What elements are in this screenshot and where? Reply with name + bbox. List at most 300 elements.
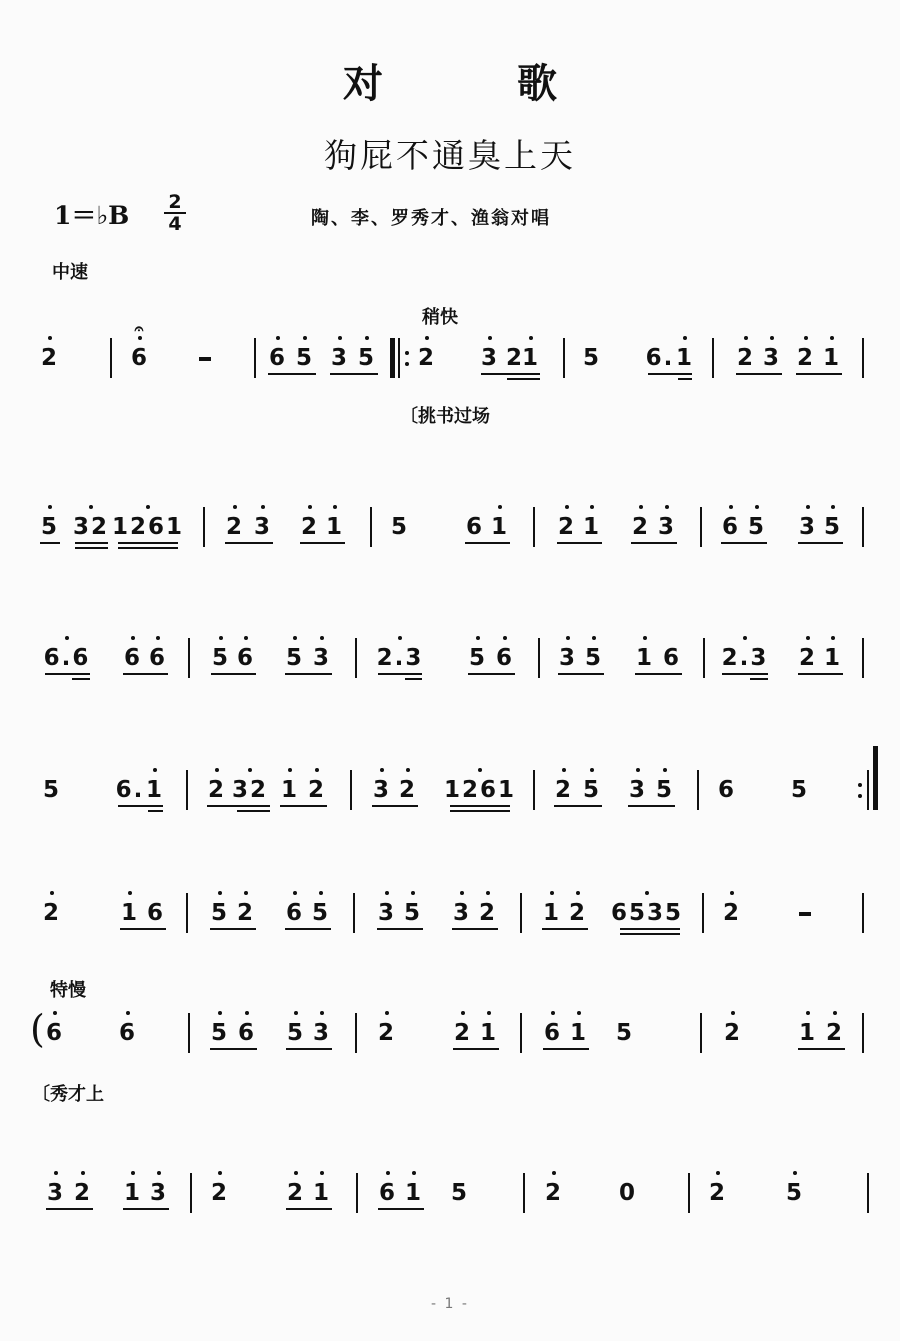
octave-dot bbox=[562, 768, 566, 772]
note: 3 bbox=[377, 900, 397, 926]
note: 2.3 bbox=[376, 645, 424, 671]
beam bbox=[507, 378, 540, 380]
octave-dot bbox=[486, 891, 490, 895]
beam bbox=[450, 810, 510, 812]
octave-dot bbox=[308, 505, 312, 509]
note: 2 bbox=[42, 900, 62, 926]
note: 2 bbox=[236, 900, 256, 926]
note: 5 bbox=[615, 1020, 635, 1046]
beam bbox=[635, 673, 682, 675]
note: 6 bbox=[118, 1020, 138, 1046]
note: 5 bbox=[582, 777, 602, 803]
note: 1 bbox=[569, 1020, 589, 1046]
note: 5 bbox=[468, 645, 488, 671]
octave-dot bbox=[219, 636, 223, 640]
note: 1 bbox=[490, 514, 510, 540]
barline bbox=[110, 338, 112, 378]
note: 2 bbox=[554, 777, 574, 803]
barline bbox=[862, 638, 864, 678]
octave-dot bbox=[320, 1011, 324, 1015]
barline bbox=[867, 770, 869, 810]
barline bbox=[712, 338, 714, 378]
beam bbox=[405, 678, 422, 680]
octave-dot bbox=[218, 1011, 222, 1015]
octave-dot bbox=[244, 891, 248, 895]
octave-dot bbox=[261, 505, 265, 509]
note: 5 bbox=[450, 1180, 470, 1206]
octave-dot bbox=[218, 891, 222, 895]
octave-dot bbox=[488, 336, 492, 340]
beam bbox=[120, 928, 166, 930]
octave-dot bbox=[716, 1171, 720, 1175]
octave-dot bbox=[215, 768, 219, 772]
beam bbox=[123, 673, 168, 675]
octave-dot bbox=[478, 768, 482, 772]
time-signature-bottom: 4 bbox=[168, 213, 182, 235]
octave-dot bbox=[131, 1171, 135, 1175]
octave-dot bbox=[806, 1011, 810, 1015]
barline bbox=[533, 507, 535, 547]
octave-dot bbox=[156, 636, 160, 640]
octave-dot bbox=[793, 1171, 797, 1175]
barline bbox=[862, 1013, 864, 1053]
sustain-dash bbox=[799, 912, 811, 916]
octave-dot bbox=[729, 505, 733, 509]
stage-direction: 〔挑书过场 bbox=[400, 406, 490, 427]
note: 3 bbox=[372, 777, 392, 803]
octave-dot bbox=[663, 768, 667, 772]
beam bbox=[543, 1048, 589, 1050]
octave-dot bbox=[550, 891, 554, 895]
note: 6 bbox=[268, 345, 288, 371]
octave-dot bbox=[89, 505, 93, 509]
note: 6535 bbox=[610, 900, 684, 926]
note: 3 bbox=[312, 1020, 332, 1046]
note: 3 bbox=[149, 1180, 169, 1206]
note: 3 bbox=[253, 514, 273, 540]
note: 6 bbox=[146, 900, 166, 926]
octave-dot bbox=[770, 336, 774, 340]
beam bbox=[207, 805, 270, 807]
octave-dot bbox=[54, 1171, 58, 1175]
note: 0 bbox=[618, 1180, 638, 1206]
note: 5 bbox=[40, 514, 60, 540]
note: 5 bbox=[403, 900, 423, 926]
note: 6. bbox=[645, 345, 675, 371]
note: 2 bbox=[207, 777, 227, 803]
note: 5 bbox=[286, 1020, 306, 1046]
octave-dot bbox=[365, 336, 369, 340]
octave-dot bbox=[552, 1171, 556, 1175]
beam bbox=[210, 928, 256, 930]
note: 5 bbox=[747, 514, 767, 540]
beam bbox=[631, 542, 677, 544]
beam bbox=[450, 805, 510, 807]
octave-dot bbox=[294, 1011, 298, 1015]
sustain-dash bbox=[199, 357, 211, 361]
note: 2 bbox=[825, 1020, 845, 1046]
beam bbox=[118, 805, 163, 807]
barline bbox=[700, 1013, 702, 1053]
barline bbox=[186, 770, 188, 810]
note: 3 bbox=[452, 900, 472, 926]
barline bbox=[703, 638, 705, 678]
octave-dot bbox=[576, 891, 580, 895]
note: 2 bbox=[307, 777, 327, 803]
performers: 陶、李、罗秀才、渔翁对唱 bbox=[311, 208, 551, 229]
note: 2 bbox=[505, 345, 525, 371]
beam bbox=[211, 673, 256, 675]
subtitle: 狗屁不通臭上天 bbox=[324, 136, 576, 175]
beam bbox=[75, 542, 108, 544]
octave-dot bbox=[503, 636, 507, 640]
time-signature-top: 2 bbox=[168, 191, 182, 213]
note: 5 bbox=[584, 645, 604, 671]
barline bbox=[355, 1013, 357, 1053]
note: 1 bbox=[123, 1180, 143, 1206]
beam bbox=[798, 673, 843, 675]
beam bbox=[798, 1048, 845, 1050]
octave-dot bbox=[639, 505, 643, 509]
barline bbox=[697, 770, 699, 810]
octave-dot bbox=[319, 891, 323, 895]
octave-dot bbox=[293, 636, 297, 640]
note: 2 bbox=[557, 514, 577, 540]
barline bbox=[688, 1173, 690, 1213]
note: 2 bbox=[210, 1180, 230, 1206]
repeat-dot bbox=[858, 794, 862, 798]
note: 6 bbox=[237, 1020, 257, 1046]
barline bbox=[520, 1013, 522, 1053]
barline bbox=[873, 746, 878, 810]
octave-dot bbox=[831, 636, 835, 640]
beam bbox=[210, 1048, 257, 1050]
beam bbox=[468, 673, 515, 675]
octave-dot bbox=[153, 768, 157, 772]
barline bbox=[523, 1173, 525, 1213]
octave-dot bbox=[476, 636, 480, 640]
beam bbox=[286, 1048, 332, 1050]
beam bbox=[648, 373, 692, 375]
barline bbox=[186, 893, 188, 933]
note: 32 bbox=[231, 777, 269, 803]
note: 1 bbox=[312, 1180, 332, 1206]
beam bbox=[118, 547, 178, 549]
octave-dot bbox=[218, 1171, 222, 1175]
note: 2 bbox=[723, 1020, 743, 1046]
octave-dot bbox=[461, 1011, 465, 1015]
note: 2 bbox=[478, 900, 498, 926]
beam bbox=[628, 805, 675, 807]
note: 2 bbox=[377, 1020, 397, 1046]
note: 5 bbox=[390, 514, 410, 540]
beam bbox=[542, 928, 588, 930]
tempo-marking: 稍快 bbox=[422, 307, 458, 328]
octave-dot bbox=[48, 505, 52, 509]
octave-dot bbox=[320, 1171, 324, 1175]
octave-dot bbox=[406, 768, 410, 772]
page-number: - 1 - bbox=[431, 1296, 469, 1312]
beam bbox=[280, 805, 327, 807]
octave-dot bbox=[385, 1011, 389, 1015]
note: 3 bbox=[798, 514, 818, 540]
beam bbox=[285, 928, 331, 930]
octave-dot bbox=[565, 505, 569, 509]
octave-dot bbox=[276, 336, 280, 340]
beam bbox=[378, 673, 422, 675]
note: 6 bbox=[236, 645, 256, 671]
octave-dot bbox=[806, 505, 810, 509]
octave-dot bbox=[412, 1171, 416, 1175]
octave-dot bbox=[233, 505, 237, 509]
note: 5 bbox=[785, 1180, 805, 1206]
note: 5 bbox=[210, 1020, 230, 1046]
barline bbox=[353, 893, 355, 933]
octave-dot bbox=[665, 505, 669, 509]
note: 1 bbox=[675, 345, 695, 371]
octave-dot bbox=[590, 505, 594, 509]
beam bbox=[330, 373, 378, 375]
note: 1 bbox=[479, 1020, 499, 1046]
barline bbox=[862, 507, 864, 547]
note: 1 bbox=[145, 777, 165, 803]
octave-dot bbox=[126, 1011, 130, 1015]
beam bbox=[481, 373, 540, 375]
note: 2 bbox=[708, 1180, 728, 1206]
beam bbox=[378, 1208, 424, 1210]
octave-dot bbox=[755, 505, 759, 509]
beam bbox=[40, 542, 60, 544]
octave-dot bbox=[48, 336, 52, 340]
barline bbox=[390, 338, 395, 378]
octave-dot bbox=[248, 768, 252, 772]
barline bbox=[398, 338, 400, 378]
note: 5 bbox=[357, 345, 377, 371]
beam bbox=[453, 1048, 499, 1050]
octave-dot bbox=[590, 768, 594, 772]
beam bbox=[554, 805, 602, 807]
octave-dot bbox=[333, 505, 337, 509]
octave-dot bbox=[245, 1011, 249, 1015]
note: 1 bbox=[635, 645, 655, 671]
beam bbox=[620, 928, 680, 930]
beam bbox=[750, 678, 768, 680]
stage-direction: 〔秀才上 bbox=[32, 1084, 104, 1105]
octave-dot bbox=[411, 891, 415, 895]
note: 6 bbox=[662, 645, 682, 671]
note: 6 bbox=[543, 1020, 563, 1046]
beam bbox=[377, 928, 423, 930]
beam bbox=[798, 542, 843, 544]
note: 6 bbox=[148, 645, 168, 671]
note: 1 bbox=[798, 1020, 818, 1046]
barline bbox=[370, 507, 372, 547]
octave-dot bbox=[643, 636, 647, 640]
note: 6.6 bbox=[43, 645, 91, 671]
octave-dot bbox=[81, 1171, 85, 1175]
note: 2 bbox=[286, 1180, 306, 1206]
octave-dot bbox=[294, 1171, 298, 1175]
beam bbox=[722, 673, 768, 675]
beam bbox=[465, 542, 510, 544]
beam bbox=[286, 1208, 332, 1210]
beam bbox=[237, 810, 270, 812]
octave-dot bbox=[529, 336, 533, 340]
beam bbox=[268, 373, 316, 375]
tempo-marking: 特慢 bbox=[50, 980, 86, 1001]
octave-dot bbox=[244, 636, 248, 640]
note: 1 bbox=[280, 777, 300, 803]
note: 1 bbox=[823, 645, 843, 671]
octave-dot bbox=[731, 1011, 735, 1015]
octave-dot bbox=[157, 1171, 161, 1175]
time-signature bbox=[164, 193, 186, 233]
note: 2 bbox=[225, 514, 245, 540]
note: 3 bbox=[762, 345, 782, 371]
octave-dot bbox=[128, 891, 132, 895]
barline bbox=[356, 1173, 358, 1213]
note: 5 bbox=[655, 777, 675, 803]
barline bbox=[862, 893, 864, 933]
note: 5 bbox=[582, 345, 602, 371]
octave-dot bbox=[50, 891, 54, 895]
octave-dot bbox=[65, 636, 69, 640]
barline bbox=[203, 507, 205, 547]
octave-dot bbox=[831, 505, 835, 509]
note: 2.3 bbox=[721, 645, 769, 671]
note: 6 bbox=[285, 900, 305, 926]
octave-dot bbox=[743, 636, 747, 640]
beam bbox=[75, 547, 108, 549]
beam bbox=[452, 928, 498, 930]
octave-dot bbox=[338, 336, 342, 340]
octave-dot bbox=[460, 891, 464, 895]
barline bbox=[867, 1173, 869, 1213]
note: 5 bbox=[790, 777, 810, 803]
octave-dot bbox=[320, 636, 324, 640]
note: 5 bbox=[295, 345, 315, 371]
note: 3 bbox=[330, 345, 350, 371]
note: 5 bbox=[823, 514, 843, 540]
octave-dot bbox=[380, 768, 384, 772]
note: 1 bbox=[542, 900, 562, 926]
note: 2 bbox=[300, 514, 320, 540]
note: 2 bbox=[73, 1180, 93, 1206]
note: 2 bbox=[568, 900, 588, 926]
note: 2 bbox=[798, 645, 818, 671]
note: 3 bbox=[46, 1180, 66, 1206]
barline bbox=[538, 638, 540, 678]
barline bbox=[350, 770, 352, 810]
key-signature: 1＝♭B bbox=[54, 201, 130, 230]
beam bbox=[46, 1208, 93, 1210]
octave-dot bbox=[744, 336, 748, 340]
note: 5 bbox=[211, 645, 231, 671]
octave-dot bbox=[804, 336, 808, 340]
note: 6 bbox=[717, 777, 737, 803]
beam bbox=[225, 542, 273, 544]
note: 1 bbox=[822, 345, 842, 371]
octave-dot bbox=[131, 636, 135, 640]
octave-dot bbox=[645, 891, 649, 895]
octave-dot bbox=[636, 768, 640, 772]
octave-dot bbox=[425, 336, 429, 340]
note: 1 bbox=[582, 514, 602, 540]
note: 3 bbox=[480, 345, 500, 371]
octave-dot bbox=[830, 336, 834, 340]
repeat-dot bbox=[858, 783, 862, 787]
barline bbox=[254, 338, 256, 378]
note: 3 bbox=[558, 645, 578, 671]
beam bbox=[721, 542, 767, 544]
beam bbox=[796, 373, 842, 375]
note: 2 bbox=[417, 345, 437, 371]
repeat-dot bbox=[405, 351, 409, 355]
octave-dot bbox=[833, 1011, 837, 1015]
octave-dot bbox=[566, 636, 570, 640]
octave-dot bbox=[498, 505, 502, 509]
note: 6. bbox=[115, 777, 145, 803]
note: 2 bbox=[398, 777, 418, 803]
note: 3 bbox=[312, 645, 332, 671]
octave-dot bbox=[288, 768, 292, 772]
note: 2 bbox=[544, 1180, 564, 1206]
beam bbox=[678, 378, 692, 380]
note: 6 bbox=[45, 1020, 65, 1046]
note: 2 bbox=[631, 514, 651, 540]
beam bbox=[300, 542, 345, 544]
octave-dot bbox=[577, 1011, 581, 1015]
octave-dot bbox=[53, 1011, 57, 1015]
note: 1 bbox=[325, 514, 345, 540]
note: 3 bbox=[628, 777, 648, 803]
note: 5 bbox=[42, 777, 62, 803]
note: 32 bbox=[72, 514, 110, 540]
note: 6 bbox=[378, 1180, 398, 1206]
octave-dot bbox=[487, 1011, 491, 1015]
beam bbox=[557, 542, 602, 544]
barline bbox=[563, 338, 565, 378]
octave-dot bbox=[551, 1011, 555, 1015]
beam bbox=[372, 805, 418, 807]
beam bbox=[72, 678, 90, 680]
note: 5 bbox=[285, 645, 305, 671]
octave-dot bbox=[303, 336, 307, 340]
beam bbox=[620, 933, 680, 935]
octave-dot bbox=[385, 891, 389, 895]
beam bbox=[45, 673, 90, 675]
note: 5 bbox=[311, 900, 331, 926]
note: 2 bbox=[453, 1020, 473, 1046]
beam bbox=[123, 1208, 169, 1210]
note: 6 bbox=[130, 345, 150, 371]
octave-dot bbox=[386, 1171, 390, 1175]
note: 2 bbox=[796, 345, 816, 371]
note: 3 bbox=[657, 514, 677, 540]
note: 2 bbox=[722, 900, 742, 926]
octave-dot bbox=[146, 505, 150, 509]
fermata-icon: 𝄐 bbox=[134, 319, 146, 338]
octave-dot bbox=[293, 891, 297, 895]
tempo-marking: 中速 bbox=[52, 262, 88, 283]
opening-parenthesis: ( bbox=[30, 1007, 45, 1051]
note: 6 bbox=[495, 645, 515, 671]
octave-dot bbox=[730, 891, 734, 895]
barline bbox=[355, 638, 357, 678]
beam bbox=[736, 373, 782, 375]
octave-dot bbox=[592, 636, 596, 640]
note: 2 bbox=[40, 345, 60, 371]
